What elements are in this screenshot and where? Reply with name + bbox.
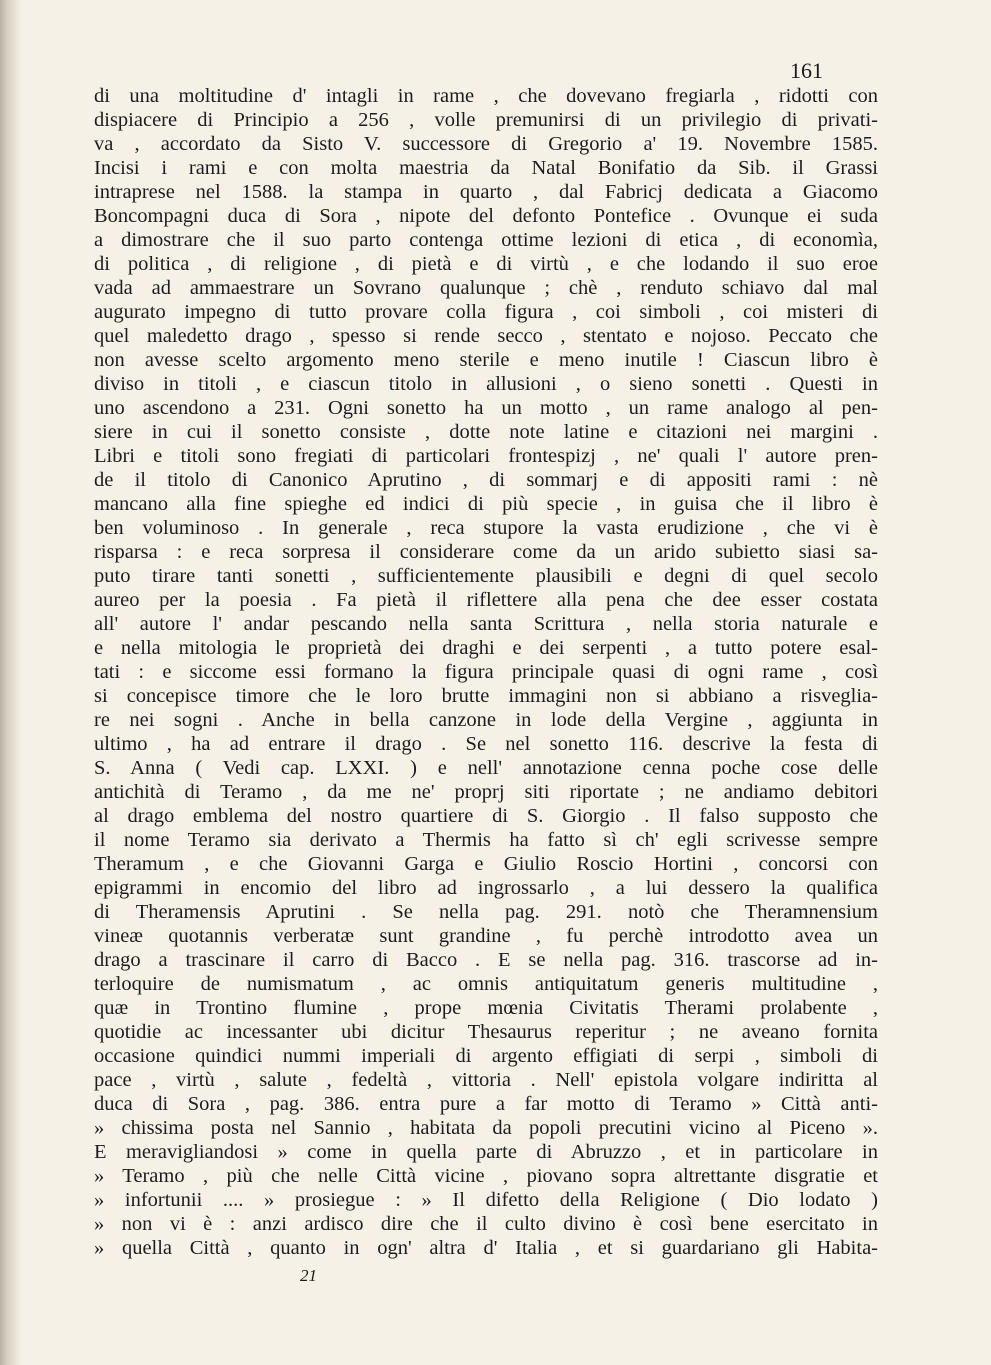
text-line: tati : e siccome essi formano la figura principale quasi di ogni rame , così xyxy=(94,661,878,683)
page-binding-shadow xyxy=(0,0,22,1365)
text-line: ultimo , ha ad entrare il drago . Se nel sonetto 116. descrive la festa di xyxy=(94,733,878,755)
text-line: dispiacere di Principio a 256 , volle premunirsi di un privilegio di privati- xyxy=(94,109,878,131)
text-line: duca di Sora , pag. 386. entra pure a far motto di Teramo » Città anti- xyxy=(94,1093,878,1115)
text-line: Incisi i rami e con molta maestria da Natal Bonifatio da Sib. il Grassi xyxy=(94,157,878,179)
text-line: » quella Città , quanto in ogn' altra d' Italia , et si guardariano gli Habita- xyxy=(94,1237,878,1259)
text-line: ben voluminoso . In generale , reca stupore la vasta erudizione , che vi è xyxy=(94,517,878,539)
text-line: Boncompagni duca di Sora , nipote del defonto Pontefice . Ovunque ei suda xyxy=(94,205,878,227)
text-line: S. Anna ( Vedi cap. LXXI. ) e nell' annotazione cenna poche cose delle xyxy=(94,757,878,779)
text-line: occasione quindici nummi imperiali di argento effigiati di serpi , simboli di xyxy=(94,1045,878,1067)
text-line: di una moltitudine d' intagli in rame , che dovevano fregiarla , ridotti con xyxy=(94,85,878,107)
text-line: al drago emblema del nostro quartiere di S. Giorgio . Il falso supposto che xyxy=(94,805,878,827)
text-line: » Teramo , più che nelle Città vicine , piovano sopra altrettante disgratie et xyxy=(94,1165,878,1187)
text-line: siere in cui il sonetto consiste , dotte note latine e citazioni nei margini . xyxy=(94,421,878,443)
text-line: uno ascendono a 231. Ogni sonetto ha un motto , un rame analogo al pen- xyxy=(94,397,878,419)
text-line: si concepisce timore che le loro brutte immagini non si abbiano a risveglia- xyxy=(94,685,878,707)
text-line: vada ad ammaestrare un Sovrano qualunque ; chè , renduto schiavo dal mal xyxy=(94,277,878,299)
text-line: puto tirare tanti sonetti , sufficientemente plausibili e degni di quel secolo xyxy=(94,565,878,587)
page-number: 161 xyxy=(790,58,823,83)
text-line: quæ in Trontino flumine , prope mœnia Civitatis Therami prolabente , xyxy=(94,997,878,1019)
body-text xyxy=(94,84,878,1260)
text-line: mancano alla fine spieghe ed indici di più specie , in guisa che il libro è xyxy=(94,493,878,515)
text-line: diviso in titoli , e ciascun titolo in allusioni , o sieno sonetti . Questi in xyxy=(94,373,878,395)
text-line: il nome Teramo sia derivato a Thermis ha fatto sì ch' egli scrivesse sempre xyxy=(94,829,878,851)
text-line: terloquire de numismatum , ac omnis antiquitatum generis multitudine , xyxy=(94,973,878,995)
text-line: non avesse scelto argomento meno sterile e meno inutile ! Ciascun libro è xyxy=(94,349,878,371)
text-line: intraprese nel 1588. la stampa in quarto , dal Fabricj dedicata a Giacomo xyxy=(94,181,878,203)
text-line: di politica , di religione , di pietà e di virtù , e che lodando il suo eroe xyxy=(94,253,878,275)
text-line: Libri e titoli sono fregiati di particolari frontespizj , ne' quali l' autore pren- xyxy=(94,445,878,467)
signature-mark: 21 xyxy=(300,1266,317,1285)
text-line: aureo per la poesia . Fa pietà il riflettere alla pena che dee esser costata xyxy=(94,589,878,611)
text-line: » chissima posta nel Sannio , habitata da popoli precutini vicino al Piceno ». xyxy=(94,1117,878,1139)
text-line: re nei sogni . Anche in bella canzone in lode della Vergine , aggiunta in xyxy=(94,709,878,731)
text-line: pace , virtù , salute , fedeltà , vittoria . Nell' epistola volgare indiritta al xyxy=(94,1069,878,1091)
text-line: risparsa : e reca sorpresa il considerare come da un arido subietto siasi sa- xyxy=(94,541,878,563)
text-line: quotidie ac incessanter ubi dicitur Thesaurus reperitur ; ne aveano fornita xyxy=(94,1021,878,1043)
text-line: antichità di Teramo , da me ne' proprj siti riportate ; ne andiamo debitori xyxy=(94,781,878,803)
text-line: vineæ quotannis verberatæ sunt grandine , fu perchè introdotto avea un xyxy=(94,925,878,947)
text-line: » infortunii .... » prosiegue : » Il difetto della Religione ( Dio lodato ) xyxy=(94,1189,878,1211)
text-line: augurato impegno di tutto provare colla figura , coi simboli , coi misteri di xyxy=(94,301,878,323)
text-line: » non vi è : anzi ardisco dire che il culto divino è così bene esercitato in xyxy=(94,1213,878,1235)
text-line: a dimostrare che il suo parto contenga ottime lezioni di etica , di economìa, xyxy=(94,229,878,251)
text-line: Theramum , e che Giovanni Garga e Giulio Roscio Hortini , concorsi con xyxy=(94,853,878,875)
text-line: epigrammi in encomio del libro ad ingrossarlo , a lui dessero la qualifica xyxy=(94,877,878,899)
text-line: E meravigliandosi » come in quella parte di Abruzzo , et in particolare in xyxy=(94,1141,878,1163)
text-line: drago a trascinare il carro di Bacco . E se nella pag. 316. trascorse ad in- xyxy=(94,949,878,971)
text-line: de il titolo di Canonico Aprutino , di sommarj e di appositi rami : nè xyxy=(94,469,878,491)
text-line: di Theramensis Aprutini . Se nella pag. 291. notò che Theramnensium xyxy=(94,901,878,923)
text-line: e nella mitologia le proprietà dei draghi e dei serpenti , a tutto potere esal- xyxy=(94,637,878,659)
text-line: quel maledetto drago , spesso si rende secco , stentato e nojoso. Peccato che xyxy=(94,325,878,347)
text-line: va , accordato da Sisto V. successore di Gregorio a' 19. Novembre 1585. xyxy=(94,133,878,155)
text-line: all' autore l' andar pescando nella santa Scrittura , nella storia naturale e xyxy=(94,613,878,635)
